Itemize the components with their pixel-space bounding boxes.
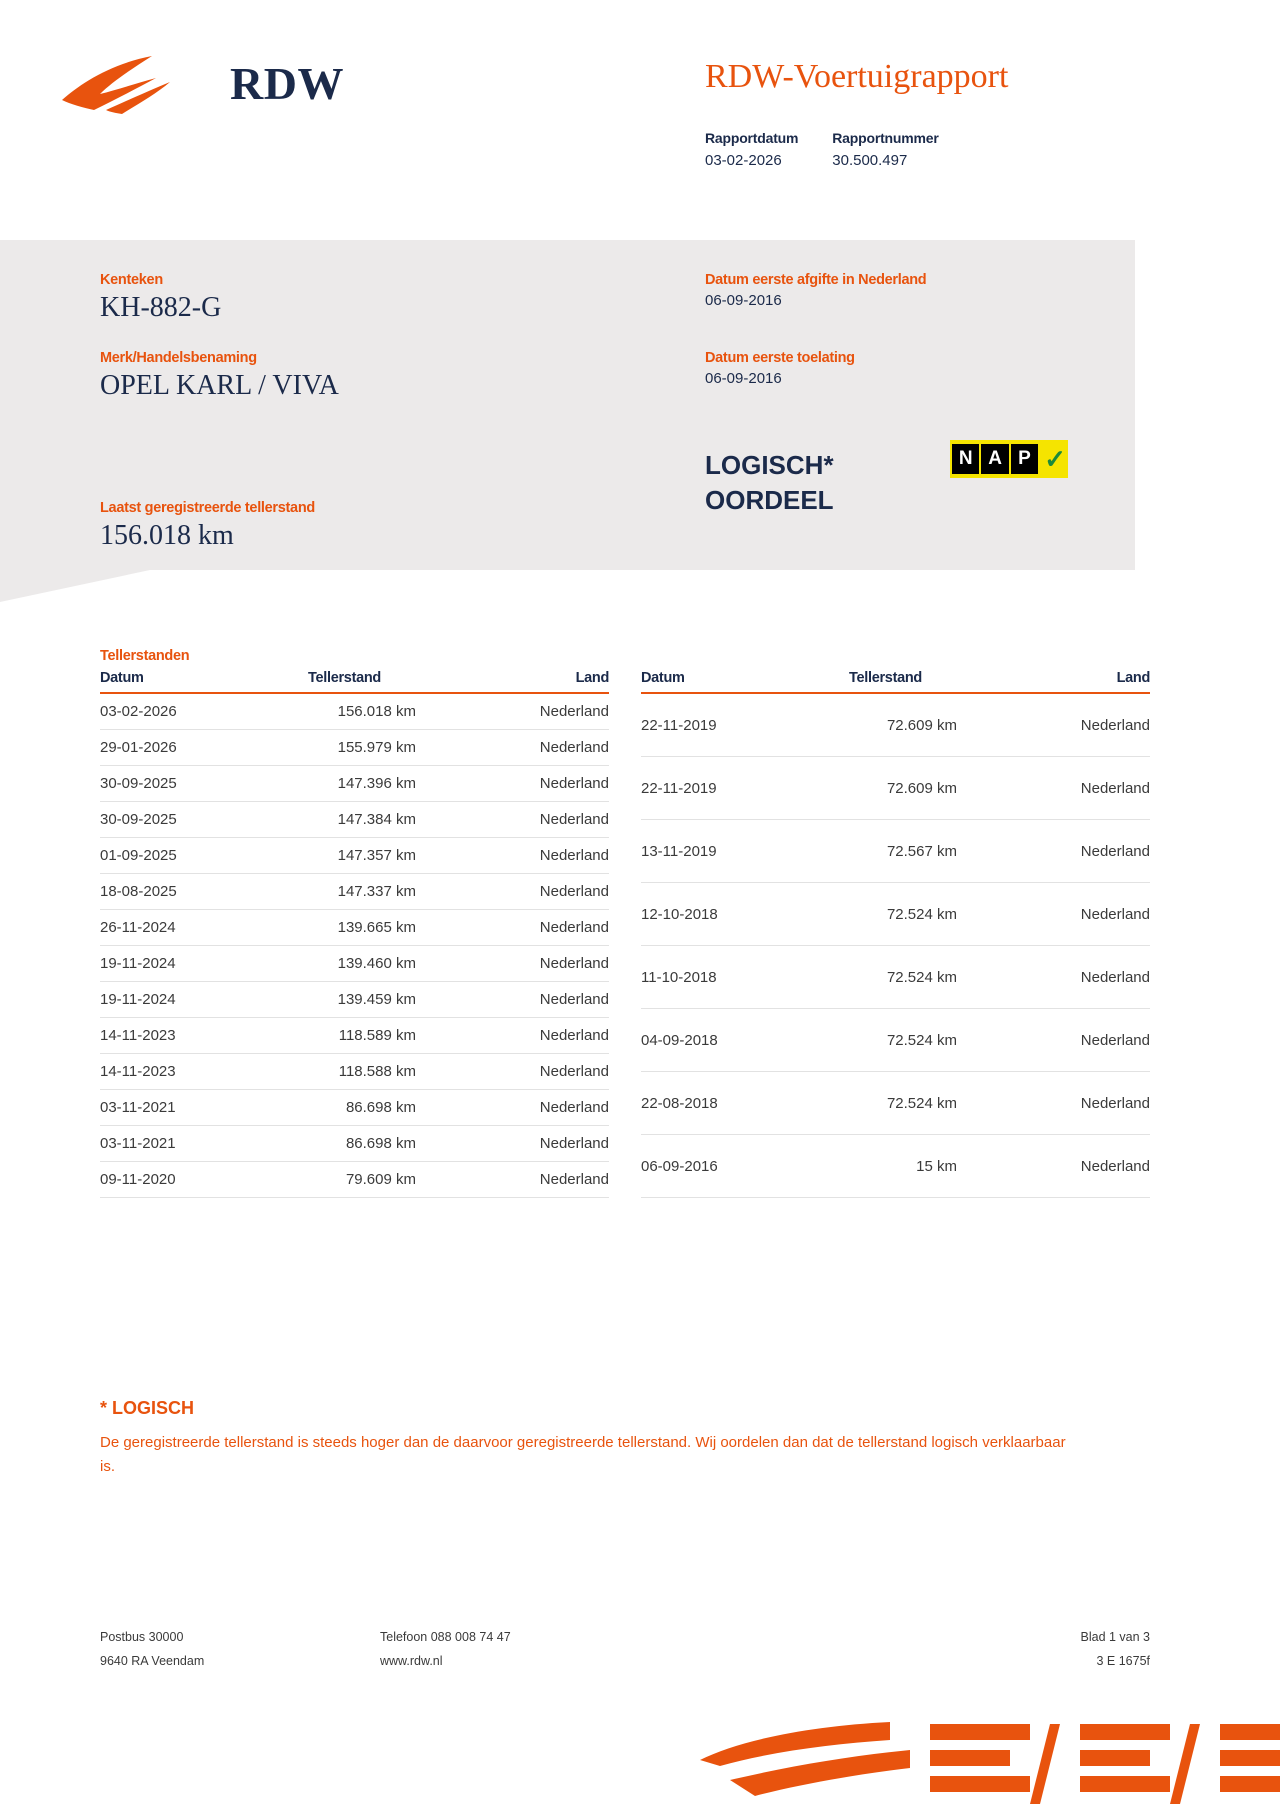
cell-land: Nederland [528, 946, 609, 982]
first-registration-nl-label: Datum eerste afgifte in Nederland [705, 272, 927, 288]
cell-land: Nederland [528, 910, 609, 946]
cell-land: Nederland [528, 802, 609, 838]
last-odometer-label: Laatst geregistreerde tellerstand [100, 500, 315, 516]
report-number-label: Rapportnummer [832, 130, 939, 146]
cell-tellerstand: 72.567 km [791, 820, 1069, 883]
cell-datum: 26-11-2024 [100, 910, 250, 946]
cell-tellerstand: 15 km [791, 1135, 1069, 1198]
col-header-datum: Datum [100, 670, 250, 693]
report-date-block [705, 130, 798, 169]
cell-tellerstand: 118.589 km [250, 1018, 528, 1054]
rdw-swoosh-logo-icon [60, 48, 220, 118]
cell-land: Nederland [1069, 946, 1150, 1009]
table-row [641, 946, 1150, 1009]
col-header-tellerstand: Tellerstand [250, 670, 528, 693]
cell-datum: 06-09-2016 [641, 1135, 791, 1198]
footer-plaats: 9640 RA Veendam [100, 1654, 205, 1668]
col-header-land: Land [528, 670, 609, 693]
cell-datum: 30-09-2025 [100, 802, 250, 838]
cell-tellerstand: 72.524 km [791, 946, 1069, 1009]
cell-tellerstand: 72.609 km [791, 693, 1069, 757]
cell-land: Nederland [1069, 1009, 1150, 1072]
cell-tellerstand: 147.384 km [250, 802, 528, 838]
cell-land: Nederland [1069, 693, 1150, 757]
nap-letter-p: P [1011, 444, 1038, 474]
cell-datum: 18-08-2025 [100, 874, 250, 910]
cell-tellerstand: 139.665 km [250, 910, 528, 946]
cell-datum: 12-10-2018 [641, 883, 791, 946]
footnote-title: * LOGISCH [100, 1398, 195, 1418]
nap-check-icon: ✓ [1044, 444, 1067, 474]
cell-land: Nederland [1069, 1135, 1150, 1198]
nap-letter-a: A [981, 444, 1008, 474]
cell-tellerstand: 156.018 km [250, 693, 528, 730]
cell-tellerstand: 147.357 km [250, 838, 528, 874]
cell-land: Nederland [528, 838, 609, 874]
cell-datum: 03-11-2021 [100, 1126, 250, 1162]
cell-datum: 14-11-2023 [100, 1018, 250, 1054]
cell-tellerstand: 72.524 km [791, 1009, 1069, 1072]
cell-datum: 11-10-2018 [641, 946, 791, 1009]
odometer-table-right [641, 670, 1150, 1198]
footer-website[interactable]: www.rdw.nl [380, 1654, 443, 1668]
table-header-row [100, 670, 609, 693]
cell-datum: 19-11-2024 [100, 946, 250, 982]
first-registration-nl-field [705, 272, 926, 309]
last-odometer-field [100, 500, 315, 552]
footer-telefoon: Telefoon 088 008 74 47 [380, 1630, 511, 1644]
table-header-row [641, 670, 1150, 693]
rdw-logo-text: RDW [230, 57, 344, 109]
footer-row-2 [100, 1654, 1150, 1668]
footer-postbus: Postbus 30000 [100, 1630, 184, 1644]
footnote [100, 1398, 1080, 1479]
cell-tellerstand: 72.524 km [791, 1072, 1069, 1135]
page-title: RDW-Voertuigrapport [705, 58, 1009, 95]
odometer-tables [100, 648, 1150, 1198]
nap-badge-icon [950, 440, 1068, 478]
table-row [100, 1054, 609, 1090]
report-meta [705, 130, 973, 169]
report-date-label: Rapportdatum [705, 130, 799, 146]
cell-land: Nederland [528, 1018, 609, 1054]
cell-tellerstand: 86.698 km [250, 1126, 528, 1162]
odometer-table-left [100, 670, 609, 1198]
cell-land: Nederland [528, 1054, 609, 1090]
cell-datum: 22-11-2019 [641, 757, 791, 820]
cell-datum: 22-11-2019 [641, 693, 791, 757]
cell-datum: 09-11-2020 [100, 1162, 250, 1198]
footer-form-code: 3 E 1675f [1096, 1654, 1150, 1668]
bottom-decorative-graphic-icon [700, 1718, 1280, 1810]
judgement-line-1: LOGISCH* [705, 450, 834, 480]
cell-datum: 04-09-2018 [641, 1009, 791, 1072]
cell-datum: 03-11-2021 [100, 1090, 250, 1126]
first-admission-value: 06-09-2016 [705, 370, 782, 387]
table-row [641, 820, 1150, 883]
first-admission-field [705, 350, 855, 387]
table-row [641, 1009, 1150, 1072]
table-row [100, 766, 609, 802]
table-row [100, 946, 609, 982]
report-number-block [832, 130, 938, 169]
cell-tellerstand: 147.337 km [250, 874, 528, 910]
first-registration-nl-value: 06-09-2016 [705, 292, 782, 309]
table-row [100, 838, 609, 874]
cell-datum: 01-09-2025 [100, 838, 250, 874]
kenteken-field [100, 272, 221, 324]
judgement-text [705, 448, 834, 518]
table-row [100, 693, 609, 730]
footer-page-number: Blad 1 van 3 [1080, 1630, 1150, 1644]
cell-land: Nederland [1069, 820, 1150, 883]
table-row [100, 910, 609, 946]
table-row [641, 1072, 1150, 1135]
footer-row-1 [100, 1630, 1150, 1644]
cell-land: Nederland [528, 1126, 609, 1162]
report-date-value: 03-02-2026 [705, 152, 782, 169]
table-row [100, 982, 609, 1018]
kenteken-value: KH-882-G [100, 292, 222, 323]
col-header-land: Land [1069, 670, 1150, 693]
cell-tellerstand: 147.396 km [250, 766, 528, 802]
merk-value: OPEL KARL / VIVA [100, 370, 339, 401]
table-row [100, 874, 609, 910]
cell-land: Nederland [528, 730, 609, 766]
cell-land: Nederland [1069, 757, 1150, 820]
cell-tellerstand: 86.698 km [250, 1090, 528, 1126]
document-footer [100, 1630, 1150, 1678]
cell-tellerstand: 72.524 km [791, 883, 1069, 946]
table-row [641, 693, 1150, 757]
document-header [0, 0, 1280, 240]
cell-land: Nederland [528, 1090, 609, 1126]
table-row [100, 1090, 609, 1126]
cell-land: Nederland [1069, 883, 1150, 946]
odometer-tables-title: Tellerstanden [100, 648, 190, 664]
table-row [100, 1018, 609, 1054]
table-row [100, 730, 609, 766]
judgement-line-2: OORDEEL [705, 485, 834, 516]
cell-land: Nederland [528, 874, 609, 910]
table-row [641, 883, 1150, 946]
cell-datum: 30-09-2025 [100, 766, 250, 802]
cell-land: Nederland [528, 1162, 609, 1198]
first-admission-label: Datum eerste toelating [705, 350, 855, 366]
table-row [641, 757, 1150, 820]
merk-field [100, 350, 339, 402]
merk-label: Merk/Handelsbenaming [100, 350, 257, 366]
report-number-value: 30.500.497 [832, 152, 908, 169]
table-row [100, 1162, 609, 1198]
table-row [641, 1135, 1150, 1198]
col-header-tellerstand: Tellerstand [791, 670, 1069, 693]
nap-letter-n: N [952, 444, 979, 474]
table-row [100, 802, 609, 838]
cell-datum: 13-11-2019 [641, 820, 791, 883]
kenteken-label: Kenteken [100, 272, 163, 288]
col-header-datum: Datum [641, 670, 791, 693]
cell-tellerstand: 139.460 km [250, 946, 528, 982]
cell-datum: 03-02-2026 [100, 693, 250, 730]
cell-land: Nederland [1069, 1072, 1150, 1135]
cell-tellerstand: 72.609 km [791, 757, 1069, 820]
cell-datum: 19-11-2024 [100, 982, 250, 1018]
cell-land: Nederland [528, 982, 609, 1018]
cell-datum: 14-11-2023 [100, 1054, 250, 1090]
panel-corner-notch [0, 570, 150, 602]
cell-land: Nederland [528, 693, 609, 730]
rdw-logo [60, 48, 344, 118]
cell-datum: 29-01-2026 [100, 730, 250, 766]
table-row [100, 1126, 609, 1162]
footnote-body: De geregistreerde tellerstand is steeds hoger dan de daarvoor geregistreerde tellerstand. Wij oordelen dan dat de tellerstand logisch verklaarbaar is. [100, 1434, 1066, 1475]
cell-tellerstand: 118.588 km [250, 1054, 528, 1090]
last-odometer-value: 156.018 km [100, 520, 234, 551]
cell-land: Nederland [528, 766, 609, 802]
cell-tellerstand: 139.459 km [250, 982, 528, 1018]
cell-datum: 22-08-2018 [641, 1072, 791, 1135]
cell-tellerstand: 155.979 km [250, 730, 528, 766]
cell-tellerstand: 79.609 km [250, 1162, 528, 1198]
